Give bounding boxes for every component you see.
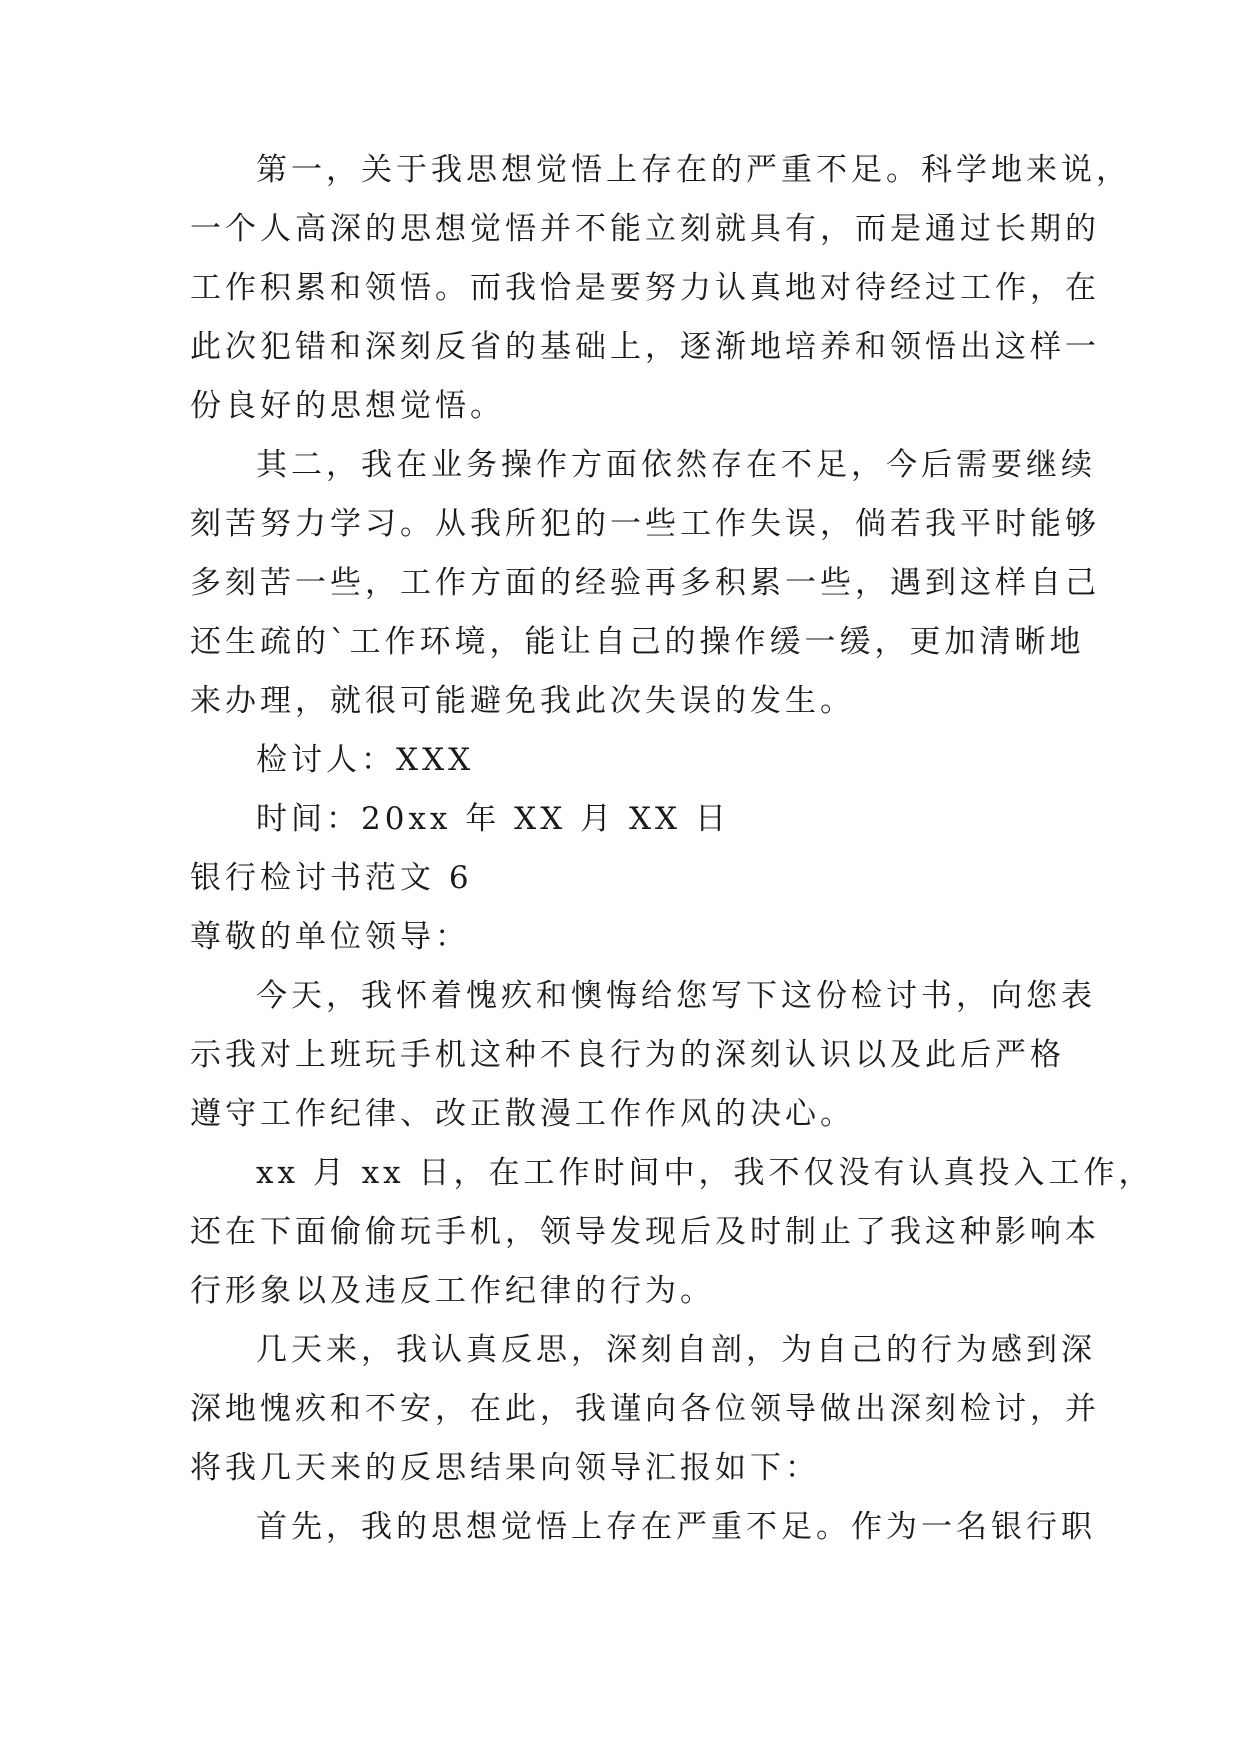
salutation: 尊敬的单位领导：: [190, 919, 470, 955]
paragraph-5-line-1: 几天来，我认真反思，深刻自剖，为自己的行为感到深: [256, 1332, 1096, 1368]
paragraph-5-line-3: 将我几天来的反思结果向领导汇报如下：: [190, 1450, 820, 1486]
paragraph-4-line-2: 还在下面偷偷玩手机，领导发现后及时制止了我这种影响本: [190, 1214, 1100, 1250]
paragraph-1-line-4: 此次犯错和深刻反省的基础上，逐渐地培养和领悟出这样一: [190, 329, 1100, 365]
paragraph-2-line-1: 其二，我在业务操作方面依然存在不足，今后需要继续: [256, 447, 1096, 483]
date-line: 时间：20xx 年 XX 月 XX 日: [256, 801, 730, 837]
paragraph-6-line-1: 首先，我的思想觉悟上存在严重不足。作为一名银行职: [256, 1509, 1096, 1545]
paragraph-1-line-2: 一个人高深的思想觉悟并不能立刻就具有，而是通过长期的: [190, 211, 1100, 247]
paragraph-1-line-5: 份良好的思想觉悟。: [190, 388, 505, 424]
paragraph-5-line-2: 深地愧疚和不安，在此，我谨向各位领导做出深刻检讨，并: [190, 1391, 1100, 1427]
section-title: 银行检讨书范文 6: [190, 860, 473, 896]
paragraph-2-line-5: 来办理，就很可能避免我此次失误的发生。: [190, 683, 855, 719]
paragraph-4-line-1: xx 月 xx 日，在工作时间中，我不仅没有认真投入工作，: [256, 1155, 1154, 1191]
reviewer-line: 检讨人：XXX: [256, 742, 475, 778]
paragraph-2-line-4: 还生疏的`工作环境，能让自己的操作缓一缓，更加清晰地: [190, 624, 1085, 660]
paragraph-4-line-3: 行形象以及违反工作纪律的行为。: [190, 1273, 715, 1309]
paragraph-3-line-2: 示我对上班玩手机这种不良行为的深刻认识以及此后严格: [190, 1037, 1065, 1073]
paragraph-1-line-3: 工作积累和领悟。而我恰是要努力认真地对待经过工作，在: [190, 270, 1100, 306]
paragraph-2-line-2: 刻苦努力学习。从我所犯的一些工作失误，倘若我平时能够: [190, 506, 1100, 542]
paragraph-3-line-3: 遵守工作纪律、改正散漫工作作风的决心。: [190, 1096, 855, 1132]
paragraph-1-line-1: 第一，关于我思想觉悟上存在的严重不足。科学地来说，: [256, 152, 1131, 188]
paragraph-2-line-3: 多刻苦一些，工作方面的经验再多积累一些，遇到这样自己: [190, 565, 1100, 601]
paragraph-3-line-1: 今天，我怀着愧疚和懊悔给您写下这份检讨书，向您表: [256, 978, 1096, 1014]
